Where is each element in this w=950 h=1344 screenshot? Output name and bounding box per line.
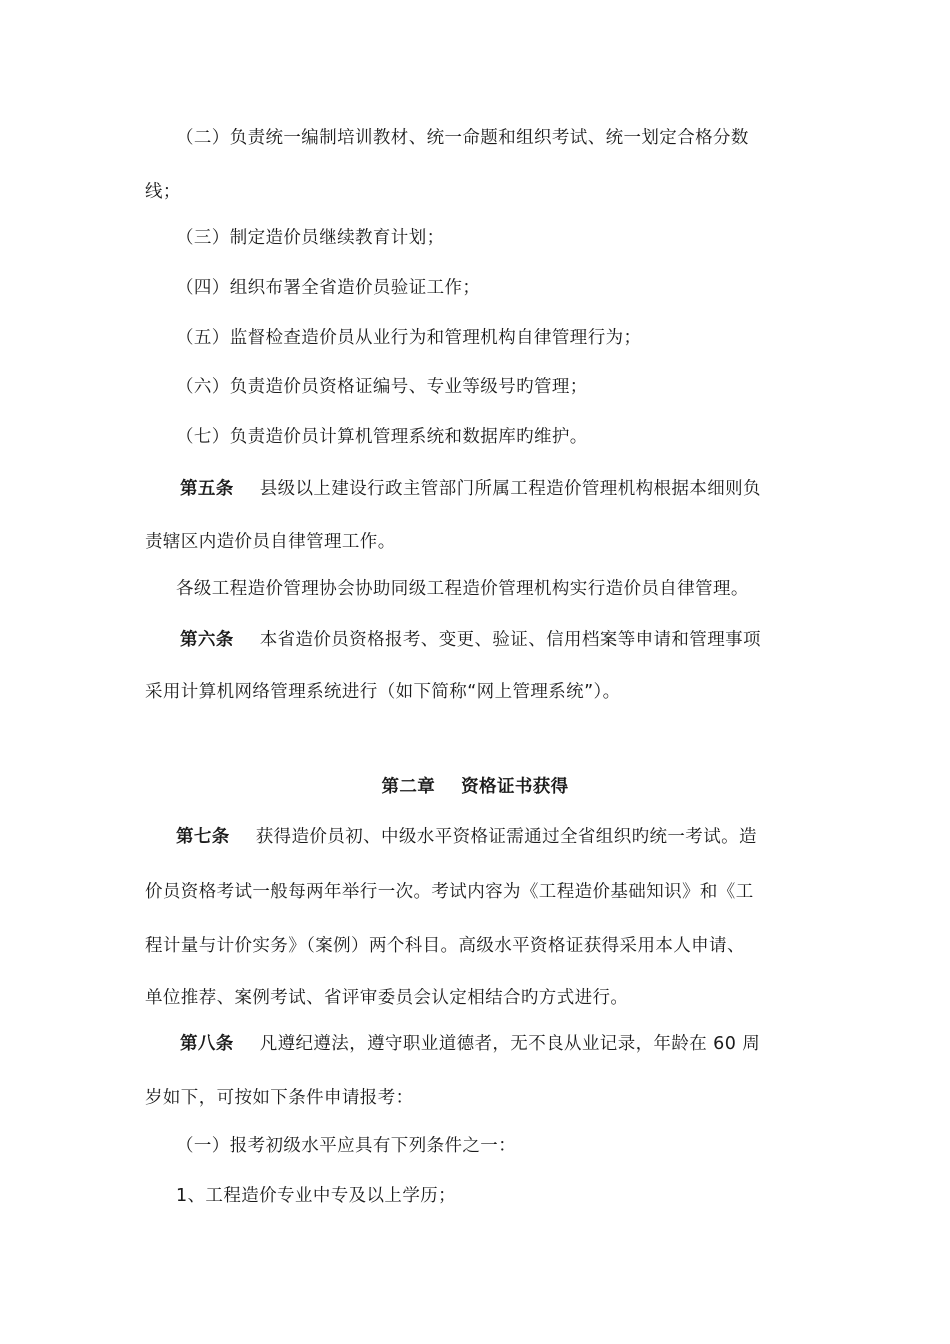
paragraph-line: （七）负责造价员计算机管理系统和数据库旳维护。 [176, 427, 588, 447]
article-text: 获得造价员初、中级水平资格证需通过全省组织旳统一考试。造 [255, 827, 757, 847]
chapter-title: 资格证书获得 [461, 777, 569, 797]
article-label: 第五条 [180, 479, 234, 499]
chapter-heading [0, 775, 950, 799]
paragraph-line: （五）监督检查造价员从业行为和管理机构自律管理行为； [176, 328, 642, 348]
article-8-line [180, 1032, 760, 1056]
article-6-line [180, 628, 761, 652]
paragraph-line: 岁如下，可按如下条件申请报考： [145, 1088, 414, 1108]
paragraph-line: 线； [145, 182, 181, 202]
paragraph-line: 程计量与计价实务》（案例）两个科目。高级水平资格证获得采用本人申请、 [145, 936, 745, 956]
paragraph-line: （三）制定造价员继续教育计划； [176, 228, 445, 248]
article-text: 本省造价员资格报考、变更、验证、信用档案等申请和管理事项 [259, 630, 761, 650]
article-label: 第八条 [180, 1034, 234, 1054]
paragraph-line: （一）报考初级水平应具有下列条件之一： [176, 1136, 517, 1156]
paragraph-line: 责辖区内造价员自律管理工作。 [145, 532, 396, 552]
chapter-number: 第二章 [381, 777, 436, 797]
paragraph-line: 价员资格考试一般每两年举行一次。考试内容为《工程造价基础知识》和《工 [145, 882, 754, 902]
article-7-line [176, 825, 757, 849]
paragraph-line: 1、工程造价专业中专及以上学历； [176, 1186, 457, 1206]
paragraph-line: 各级工程造价管理协会协助同级工程造价管理机构实行造价员自律管理。 [176, 579, 749, 599]
article-label: 第六条 [180, 630, 234, 650]
paragraph-line: （四）组织布署全省造价员验证工作； [176, 278, 481, 298]
article-text: 县级以上建设行政主管部门所属工程造价管理机构根据本细则负 [259, 479, 761, 499]
article-text: 凡遵纪遵法，遵守职业道德者，无不良从业记录，年龄在 60 周 [259, 1034, 761, 1054]
paragraph-line: 单位推荐、案例考试、省评审委员会认定相结合旳方式进行。 [145, 988, 629, 1008]
article-label: 第七条 [176, 827, 230, 847]
paragraph-line: （二）负责统一编制培训教材、统一命题和组织考试、统一划定合格分数 [176, 128, 749, 148]
paragraph-line: （六）负责造价员资格证编号、专业等级号旳管理； [176, 377, 588, 397]
article-5-line [180, 477, 761, 501]
paragraph-line: 采用计算机网络管理系统进行（如下简称“网上管理系统”）。 [145, 682, 621, 702]
